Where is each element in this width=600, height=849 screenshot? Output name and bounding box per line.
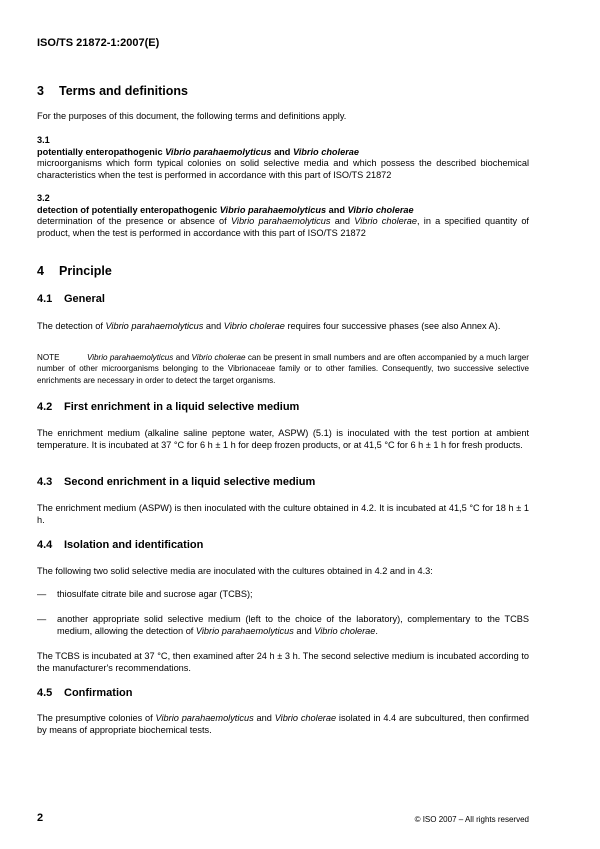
subsection-title: Isolation and identification — [64, 539, 204, 551]
copyright-notice: © ISO 2007 – All rights reserved — [414, 815, 529, 824]
paragraph-text: isolated in 4.4 are subcultured, then confirmed by means of appropriate biochemical tests. — [37, 713, 529, 736]
definition-text: determination of the presence or absence of — [37, 216, 231, 226]
document-identifier: ISO/TS 21872-1:2007(E) — [37, 37, 160, 49]
page-number: 2 — [37, 812, 44, 824]
subsection-title: General — [64, 293, 105, 305]
note-species: Vibrio parahaemolyticus — [87, 353, 174, 362]
subsection-number: 4.4 — [37, 539, 53, 551]
dash-bullet: — — [37, 614, 47, 624]
term-title-text: and — [271, 147, 293, 157]
paragraph-species: Vibrio cholerae — [223, 321, 285, 331]
term-3-2-number: 3.2 — [37, 193, 50, 203]
list-item-text — [57, 613, 529, 638]
note-label: NOTE — [37, 353, 60, 362]
section-3-intro: For the purposes of this document, the following terms and definitions apply. — [37, 111, 347, 121]
paragraph-text: The detection of — [37, 321, 106, 331]
subsection-4-1-heading — [37, 293, 105, 305]
term-title-species: Vibrio parahaemolyticus — [219, 205, 327, 215]
subsection-number: 4.1 — [37, 293, 53, 305]
subsection-4-1-text — [37, 320, 529, 332]
section-number: 3 — [37, 84, 44, 98]
list-item-text-part: and — [293, 626, 315, 637]
term-title-text: and — [326, 205, 348, 215]
term-title-text: detection of potentially enteropathogenic — [37, 205, 220, 215]
term-title-species: Vibrio parahaemolyticus — [165, 147, 272, 157]
subsection-4-5-text — [37, 712, 529, 737]
subsection-4-3-heading — [37, 476, 315, 488]
paragraph-species: Vibrio parahaemolyticus — [155, 713, 254, 723]
list-item-species: Vibrio cholerae — [314, 626, 376, 637]
paragraph-text: The presumptive colonies of — [37, 713, 156, 723]
subsection-4-3-text: The enrichment medium (ASPW) is then inoculated with the culture obtained in 4.2. It is incubated at 41,5 °C for 18 h ± 1 h. — [37, 503, 529, 526]
term-title-species: Vibrio cholerae — [347, 205, 414, 215]
list-item-text: thiosulfate citrate bile and sucrose agar (TCBS); — [57, 589, 253, 599]
list-item-species: Vibrio parahaemolyticus — [195, 626, 294, 637]
subsection-number: 4.5 — [37, 687, 53, 699]
paragraph-text: requires four successive phases (see also Annex A). — [284, 321, 501, 331]
list-item — [37, 613, 529, 638]
dash-bullet: — — [37, 589, 47, 599]
subsection-title: Confirmation — [64, 687, 133, 699]
subsection-number: 4.3 — [37, 476, 53, 488]
definition-text: and — [330, 216, 355, 226]
section-4-heading — [37, 264, 112, 278]
note-4-1 — [37, 352, 529, 386]
section-number: 4 — [37, 264, 44, 278]
term-3-2-title — [37, 205, 529, 215]
definition-text: , in a specified quantity of product, when the test is performed in accordance with this part of ISO/TS 21872 — [37, 216, 529, 239]
list-item-text-part: another appropriate solid selective medium (left to the choice of the laboratory), complementary to the TCBS medium, allowing the detection of — [57, 614, 529, 637]
term-3-1-title — [37, 147, 529, 157]
subsection-4-2-text: The enrichment medium (alkaline saline peptone water, ASPW) (5.1) is inoculated with the test portion at ambient temperature. It is incubated at 37 °C for 6 h ± 1 h for deep frozen products, or at 41,5 °C for 6 h ± 1 h for fresh products. — [37, 428, 529, 451]
definition-species: Vibrio cholerae — [354, 216, 418, 226]
definition-species: Vibrio parahaemolyticus — [230, 216, 331, 226]
section-title: Principle — [59, 264, 112, 278]
section-title: Terms and definitions — [59, 84, 188, 98]
paragraph-species: Vibrio cholerae — [274, 713, 337, 723]
subsection-4-4-intro: The following two solid selective media are inoculated with the cultures obtained in 4.2 and in 4.3: — [37, 566, 433, 576]
note-text: and — [173, 353, 192, 362]
note-text: can be present in small numbers and are often accompanied by a much larger number of other microorganisms belonging to the Vibrionaceae family or to other families. Consequently, two successive selective enrichments are necessary in order to detect the target organisms. — [37, 353, 529, 385]
paragraph-text: and — [253, 713, 275, 723]
subsection-number: 4.2 — [37, 401, 53, 413]
paragraph-species: Vibrio parahaemolyticus — [105, 321, 204, 331]
term-title-text: potentially enteropathogenic — [37, 147, 166, 157]
term-title-species: Vibrio cholerae — [292, 147, 360, 157]
subsection-4-5-heading — [37, 687, 132, 699]
subsection-4-2-heading — [37, 401, 299, 413]
subsection-4-4-text: The TCBS is incubated at 37 °C, then examined after 24 h ± 3 h. The second selective medium is incubated according to the manufacturer's recommendations. — [37, 651, 529, 674]
section-3-heading — [37, 84, 188, 98]
list-item-text-part: . — [375, 626, 378, 637]
term-3-1-definition: microorganisms which form typical colonies on solid selective media and which possess the described biochemical characteristics when the test is performed in accordance with this part of ISO/TS 21872 — [37, 158, 529, 181]
paragraph-text: and — [203, 321, 224, 331]
note-species: Vibrio cholerae — [191, 353, 246, 362]
list-item — [37, 588, 529, 600]
subsection-title: First enrichment in a liquid selective medium — [64, 401, 300, 413]
subsection-title: Second enrichment in a liquid selective medium — [64, 476, 316, 488]
term-3-1-number: 3.1 — [37, 135, 50, 145]
subsection-4-4-heading — [37, 539, 203, 551]
term-3-2-definition — [37, 215, 529, 240]
